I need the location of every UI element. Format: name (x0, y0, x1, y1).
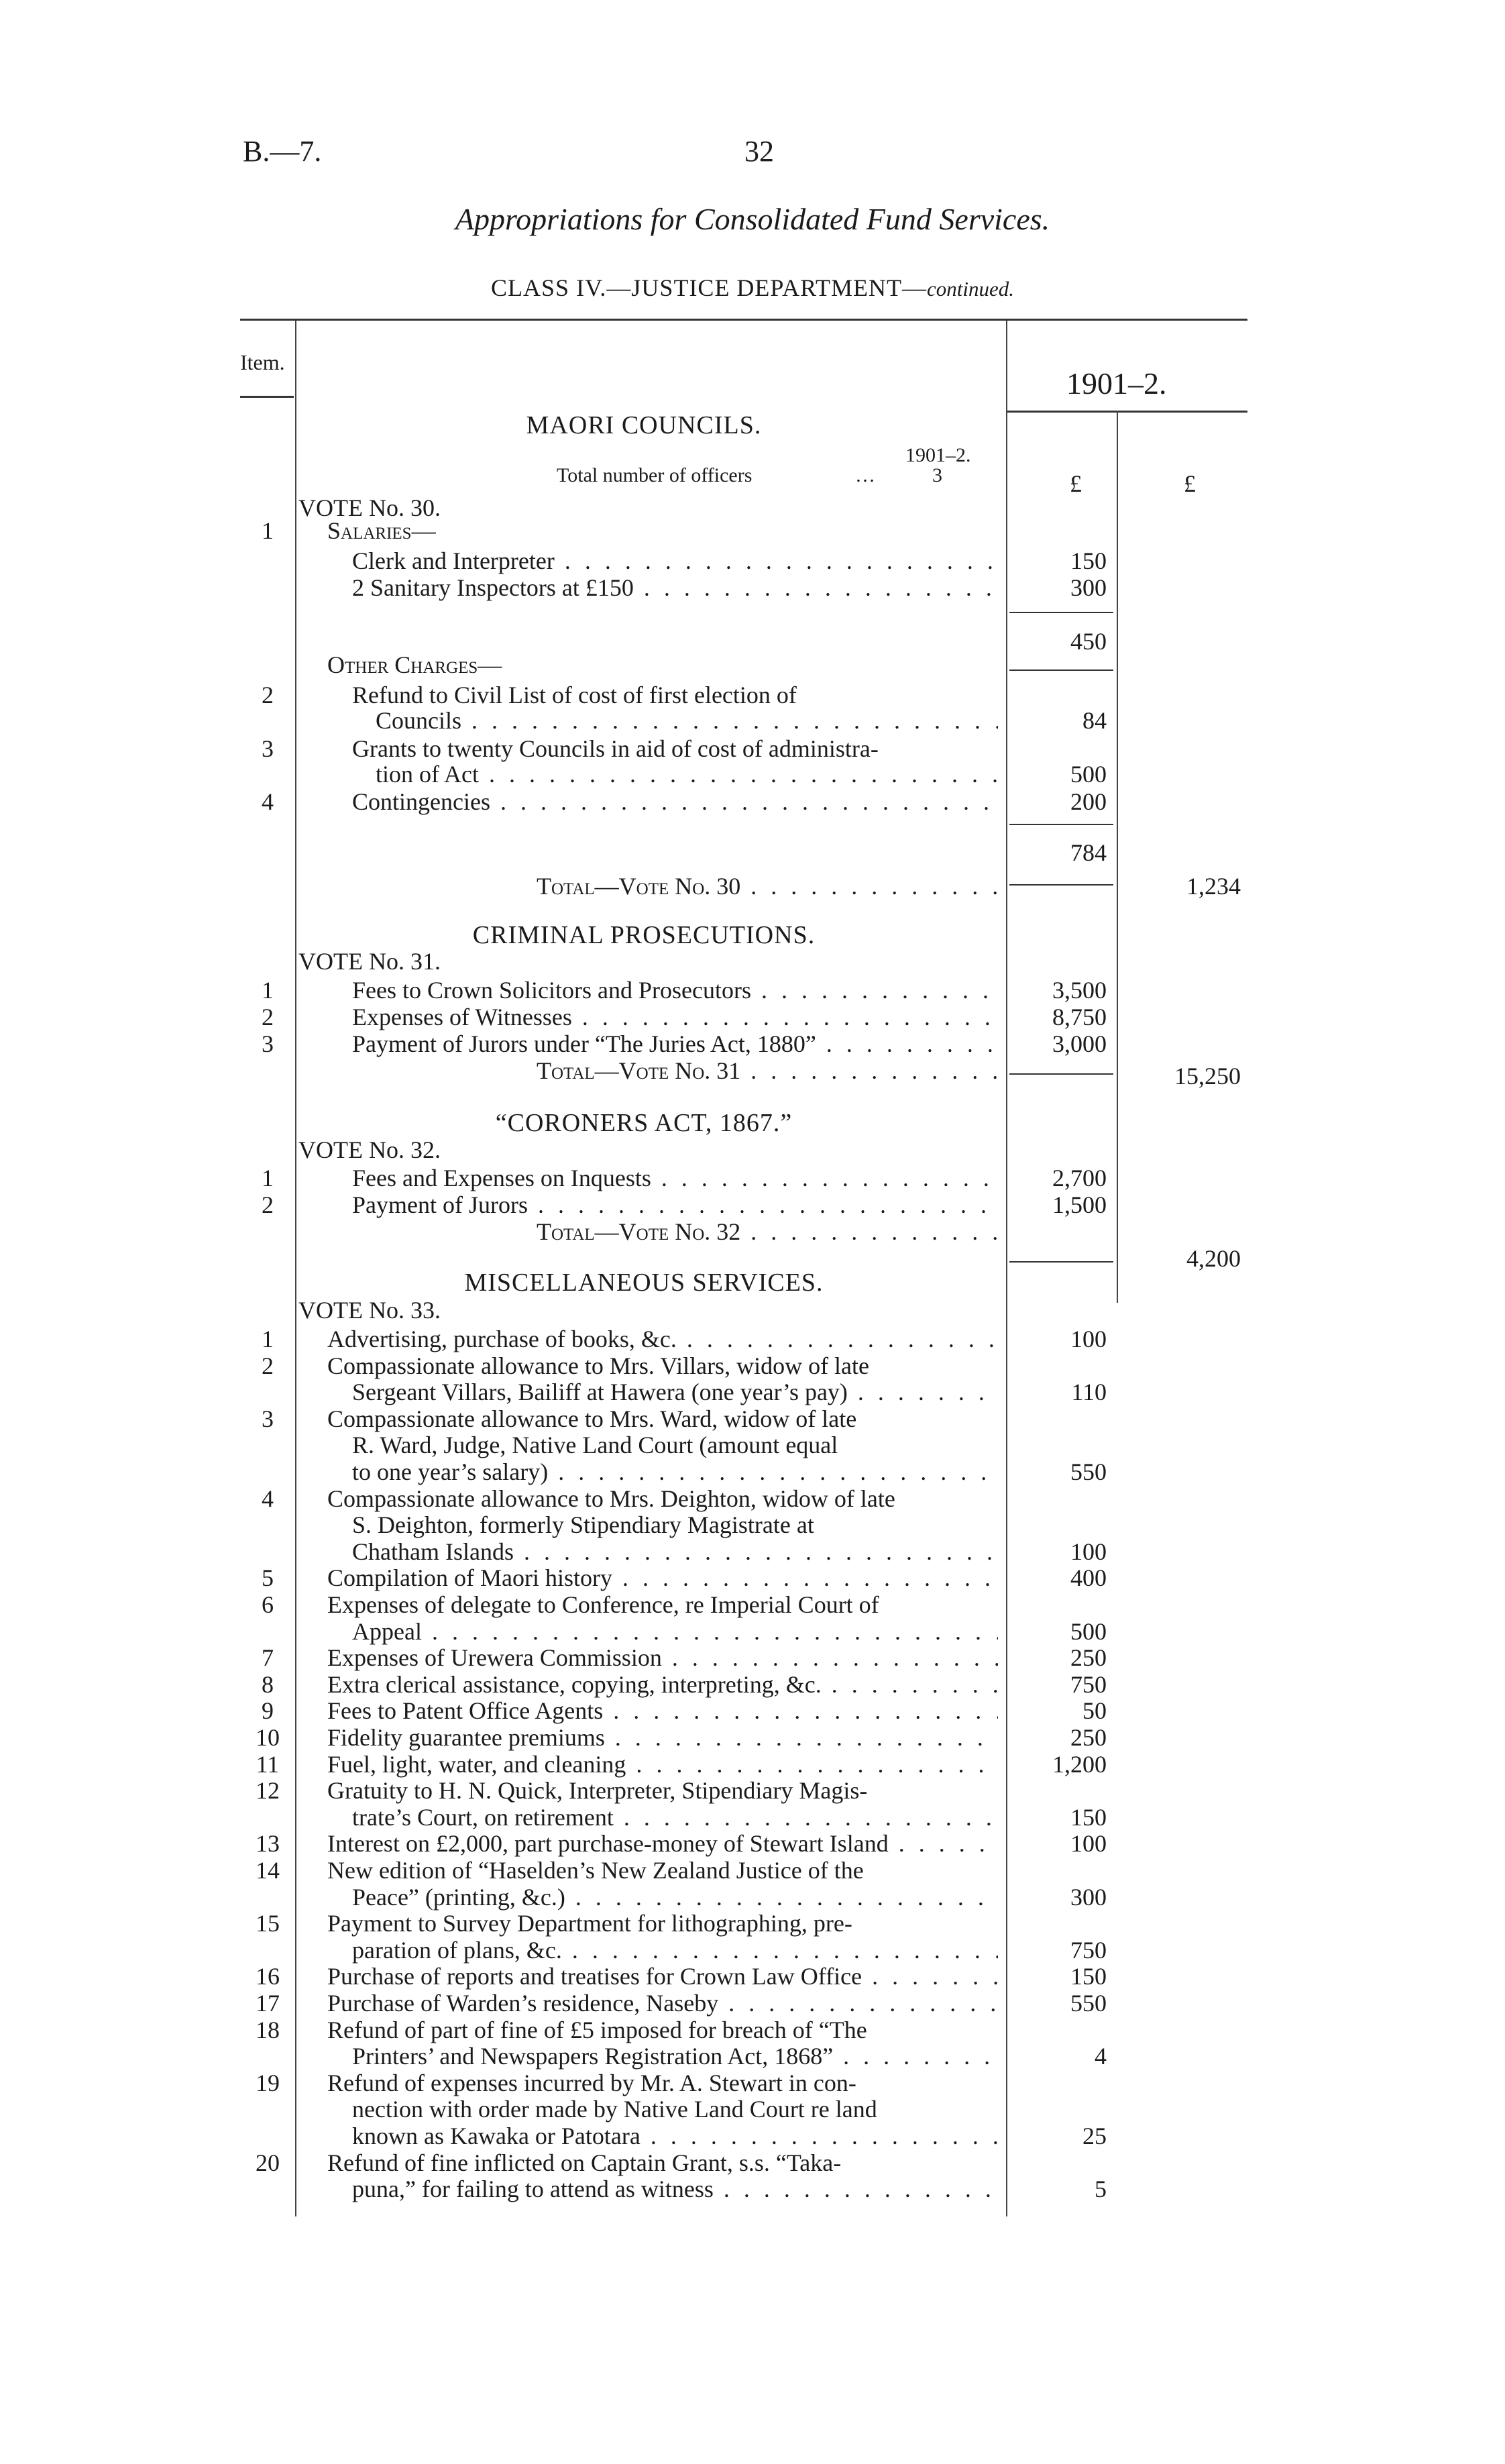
item-number: 2 (262, 1352, 274, 1379)
vote-33-label: VOTE No. 33. (298, 1297, 441, 1324)
item-amount: 150 (1070, 547, 1107, 574)
item-description: Fees to Crown Solicitors and Prosecutors . . . (352, 976, 998, 1004)
item-amount: 100 (1070, 1326, 1107, 1352)
table-row (0, 706, 1505, 733)
table-row (0, 1538, 1505, 1564)
item-number: 16 (256, 1963, 280, 1990)
item-description: Extra clerical assistance, copying, interpreting, &c. . . . (327, 1670, 998, 1699)
item-description-continued: to one year’s salary) . . . (352, 1458, 998, 1486)
item-description: New edition of “Haselden’s New Zealand Justice of the (327, 1857, 864, 1884)
item-description-continued: paration of plans, &c. . . . (352, 1936, 998, 1964)
table-row (0, 1057, 1505, 1089)
item-description: Clerk and Interpreter . . . (352, 547, 998, 575)
class-label: CLASS IV.—JUSTICE DEPARTMENT— (491, 274, 927, 301)
item-number: 14 (256, 1857, 280, 1884)
item-number: 15 (256, 1910, 280, 1937)
subtotal-rule (1009, 824, 1113, 825)
top-rule (240, 319, 1247, 321)
salaries-subtotal: 450 (1070, 628, 1107, 655)
item-amount: 150 (1070, 1963, 1107, 1990)
table-row (0, 1030, 1505, 1057)
item-amount: 250 (1070, 1644, 1107, 1672)
item-amount: 500 (1070, 761, 1107, 788)
item-number: 18 (256, 2016, 280, 2043)
item-amount: 1,500 (1052, 1191, 1107, 1218)
table-row (0, 1750, 1505, 1777)
table-row (0, 839, 1505, 865)
table-row (0, 1378, 1505, 1405)
item-number: 8 (262, 1670, 274, 1698)
item-amount: 300 (1070, 1883, 1107, 1911)
item-description: Expenses of Witnesses . . . (352, 1003, 998, 1031)
table-row (0, 1405, 1505, 1432)
table-row (0, 1218, 1505, 1244)
item-number: 4 (262, 1485, 274, 1512)
table-row (0, 2042, 1505, 2069)
item-description: Compassionate allowance to Mrs. Ward, widow of late (327, 1405, 857, 1432)
table-row (0, 1191, 1505, 1218)
table-row (0, 2016, 1505, 2043)
item-header-rule (240, 396, 294, 398)
vote-31-label: VOTE No. 31. (298, 948, 441, 975)
table-row (0, 1458, 1505, 1485)
table-row (0, 1670, 1505, 1697)
item-description: Purchase of Warden’s residence, Naseby . . . (327, 1989, 998, 2017)
item-description: Fees and Expenses on Inquests . . . (352, 1164, 998, 1192)
officers-dots: … (855, 464, 875, 486)
vote-30-label: VOTE No. 30. (298, 494, 441, 521)
item-description: Fees to Patent Office Agents . . . (327, 1697, 998, 1725)
table-row (0, 1511, 1505, 1538)
item-description-continued: Councils . . . (376, 706, 998, 735)
item-amount: 4 (1095, 2043, 1107, 2070)
item-description-continued: known as Kawaka or Patotara . . . (352, 2122, 998, 2150)
table-row (0, 681, 1505, 708)
vote-total-label: Total—Vote No. 31 . . . (537, 1057, 998, 1085)
table-row (0, 1564, 1505, 1591)
officers-count: 3 (932, 464, 942, 486)
other-charges-subtotal: 784 (1070, 839, 1107, 866)
item-number: 2 (262, 682, 274, 708)
item-amount: 500 (1070, 1617, 1107, 1645)
year-column-header: 1901–2. (1066, 366, 1167, 400)
table-row (0, 1697, 1505, 1723)
item-description: Grants to twenty Councils in aid of cost of administra- (352, 735, 879, 762)
item-amount: 300 (1070, 574, 1107, 601)
item-amount: 550 (1070, 1458, 1107, 1485)
item-description-continued: Chatham Islands . . . (352, 1538, 998, 1566)
item-description: 2 Sanitary Inspectors at £150 . . . (352, 574, 998, 602)
document-code: B.—7. (243, 135, 322, 168)
item-amount: 50 (1082, 1697, 1107, 1725)
item-description: Payment of Jurors . . . (352, 1191, 998, 1219)
table-row (0, 1803, 1505, 1830)
item-description-continued: trate’s Court, on retirement . . . (352, 1803, 998, 1831)
item-description: Refund to Civil List of cost of first election of (352, 682, 797, 708)
table-row (0, 1962, 1505, 1989)
item-number: 3 (262, 1030, 274, 1057)
item-description-continued: Appeal . . . (352, 1617, 998, 1646)
section-heading-criminal-prosecutions: CRIMINAL PROSECUTIONS. (472, 921, 816, 949)
year-header-rule (1006, 411, 1247, 413)
item-description: Gratuity to H. N. Quick, Interpreter, Stipendiary Magis- (327, 1777, 868, 1805)
item-description: Refund of part of fine of £5 imposed for breach of “The (327, 2016, 867, 2043)
item-description: Refund of fine inflicted on Captain Grant, s.s. “Taka- (327, 2149, 842, 2176)
table-row (0, 1485, 1505, 1511)
table-row (0, 1325, 1505, 1352)
item-number: 7 (262, 1644, 274, 1672)
table-row (0, 2069, 1505, 2096)
table-row (0, 2122, 1505, 2149)
other-charges-heading: Other Charges— (327, 651, 502, 678)
item-amount: 2,700 (1052, 1165, 1107, 1191)
item-amount: 150 (1070, 1803, 1107, 1831)
item-description: Contingencies . . . (352, 788, 998, 816)
item-description: Purchase of reports and treatises for Crown Law Office . . . (327, 1962, 998, 1990)
item-amount: 25 (1082, 2123, 1107, 2149)
item-number: 9 (262, 1697, 274, 1725)
item-number: 3 (262, 1405, 274, 1432)
table-row (0, 1244, 1505, 1271)
item-number: 11 (256, 1750, 280, 1778)
item-amount: 3,000 (1052, 1030, 1107, 1057)
item-number: 17 (256, 1990, 280, 2017)
item-description-continued: Peace” (printing, &c.) . . . (352, 1883, 998, 1911)
item-description-continued: S. Deighton, formerly Stipendiary Magistrate at (352, 1511, 814, 1539)
item-description: Payment of Jurors under “The Juries Act, 1880” . . . (352, 1030, 998, 1058)
table-row (0, 1936, 1505, 1963)
item-description: Compilation of Maori history . . . (327, 1564, 998, 1592)
table-row (0, 1856, 1505, 1883)
table-row (0, 788, 1505, 814)
item-number: 1 (262, 517, 274, 544)
table-row (0, 2149, 1505, 2176)
item-number: 1 (262, 1165, 274, 1191)
table-row (0, 2095, 1505, 2122)
section-heading-maori-councils: MAORI COUNCILS. (526, 411, 762, 439)
section-heading-miscellaneous-services: MISCELLANEOUS SERVICES. (464, 1269, 824, 1297)
table-row (0, 976, 1505, 1003)
item-description-continued: R. Ward, Judge, Native Land Court (amount equal (352, 1432, 838, 1459)
item-amount: 3,500 (1052, 977, 1107, 1004)
item-amount: 100 (1070, 1830, 1107, 1858)
item-column-header: Item. (240, 350, 285, 374)
table-row (0, 1909, 1505, 1936)
item-description-continued: Printers’ and Newspapers Registration Act, 1868” . . . (352, 2042, 998, 2070)
item-number: 2 (262, 1004, 274, 1030)
salaries-heading: Salaries— (327, 517, 436, 544)
item-number: 12 (256, 1777, 280, 1805)
table-row (0, 735, 1505, 761)
item-amount: 110 (1071, 1379, 1107, 1406)
class-continued: continued. (926, 277, 1014, 301)
table-row (0, 1431, 1505, 1458)
item-description: Refund of expenses incurred by Mr. A. Stewart in con- (327, 2069, 856, 2096)
page-number: 32 (744, 135, 774, 168)
table-row (0, 1003, 1505, 1030)
item-number: 1 (262, 977, 274, 1004)
item-number: 2 (262, 1191, 274, 1218)
table-row (0, 574, 1505, 600)
item-amount: 5 (1095, 2176, 1107, 2203)
vote-total-label: Total—Vote No. 30 . . . (537, 872, 998, 900)
table-row (0, 2175, 1505, 2202)
item-description: Compassionate allowance to Mrs. Villars, widow of late (327, 1352, 870, 1379)
vote-32-label: VOTE No. 32. (298, 1136, 441, 1163)
item-number: 10 (256, 1724, 280, 1751)
item-amount: 84 (1082, 707, 1107, 734)
table-row (0, 547, 1505, 574)
item-description: Fidelity guarantee premiums . . . (327, 1723, 998, 1752)
table-row (0, 760, 1505, 787)
item-number: 20 (256, 2149, 280, 2176)
item-amount: 200 (1070, 788, 1107, 815)
item-amount: 550 (1070, 1990, 1107, 2017)
officers-year: 1901–2. (905, 444, 971, 466)
item-description: Expenses of Urewera Commission . . . (327, 1644, 998, 1672)
item-amount: 400 (1070, 1564, 1107, 1592)
pound-sign-total: £ (1184, 470, 1196, 497)
item-description-continued: puna,” for failing to attend as witness . . . (352, 2175, 998, 2203)
item-amount: 1,200 (1052, 1750, 1107, 1778)
item-amount: 750 (1070, 1936, 1107, 1964)
table-row (0, 1352, 1505, 1379)
vote-total-label: Total—Vote No. 32 . . . (537, 1218, 998, 1246)
class-heading (0, 274, 1505, 302)
item-description: Advertising, purchase of books, &c. . . . (327, 1325, 998, 1353)
item-number: 4 (262, 788, 274, 815)
table-row (0, 1989, 1505, 2016)
item-description: Compassionate allowance to Mrs. Deighton, widow of late (327, 1485, 895, 1512)
table-row (0, 1829, 1505, 1856)
table-row (0, 1883, 1505, 1910)
item-amount: 250 (1070, 1724, 1107, 1751)
item-description: Payment to Survey Department for lithographing, pre- (327, 1910, 852, 1937)
table-row (0, 1617, 1505, 1644)
vote-total: 1,234 (1186, 873, 1241, 900)
subtotal-rule (1009, 612, 1113, 613)
item-description-continued: nection with order made by Native Land Court re land (352, 2096, 877, 2123)
item-number: 3 (262, 735, 274, 762)
item-description: Interest on £2,000, part purchase-money of Stewart Island . . . (327, 1829, 998, 1858)
table-row (0, 872, 1505, 899)
vote-total: 4,200 (1186, 1245, 1241, 1272)
item-description-continued: Sergeant Villars, Bailiff at Hawera (one year’s pay) . . . (352, 1378, 998, 1406)
section-heading-coroners-act: “CORONERS ACT, 1867.” (495, 1109, 793, 1137)
item-description: Fuel, light, water, and cleaning . . . (327, 1750, 998, 1778)
table-row (0, 1591, 1505, 1617)
item-number: 6 (262, 1591, 274, 1618)
vote-total: 15,250 (1174, 1063, 1241, 1089)
item-number: 5 (262, 1564, 274, 1592)
table-row (0, 1776, 1505, 1803)
table-row (0, 627, 1505, 654)
item-amount: 750 (1070, 1670, 1107, 1698)
page-title: Appropriations for Consolidated Fund Services. (455, 202, 1050, 236)
item-amount: 100 (1070, 1538, 1107, 1565)
pound-sign-amount: £ (1070, 470, 1082, 497)
item-number: 13 (256, 1830, 280, 1858)
item-description-continued: tion of Act . . . (376, 760, 998, 788)
item-description: Expenses of delegate to Conference, re Imperial Court of (327, 1591, 879, 1618)
table-row (0, 1723, 1505, 1750)
table-row (0, 1644, 1505, 1670)
item-number: 1 (262, 1326, 274, 1352)
officers-label: Total number of officers (557, 464, 752, 486)
table-row (0, 1164, 1505, 1191)
item-amount: 8,750 (1052, 1004, 1107, 1030)
item-number: 19 (256, 2069, 280, 2096)
